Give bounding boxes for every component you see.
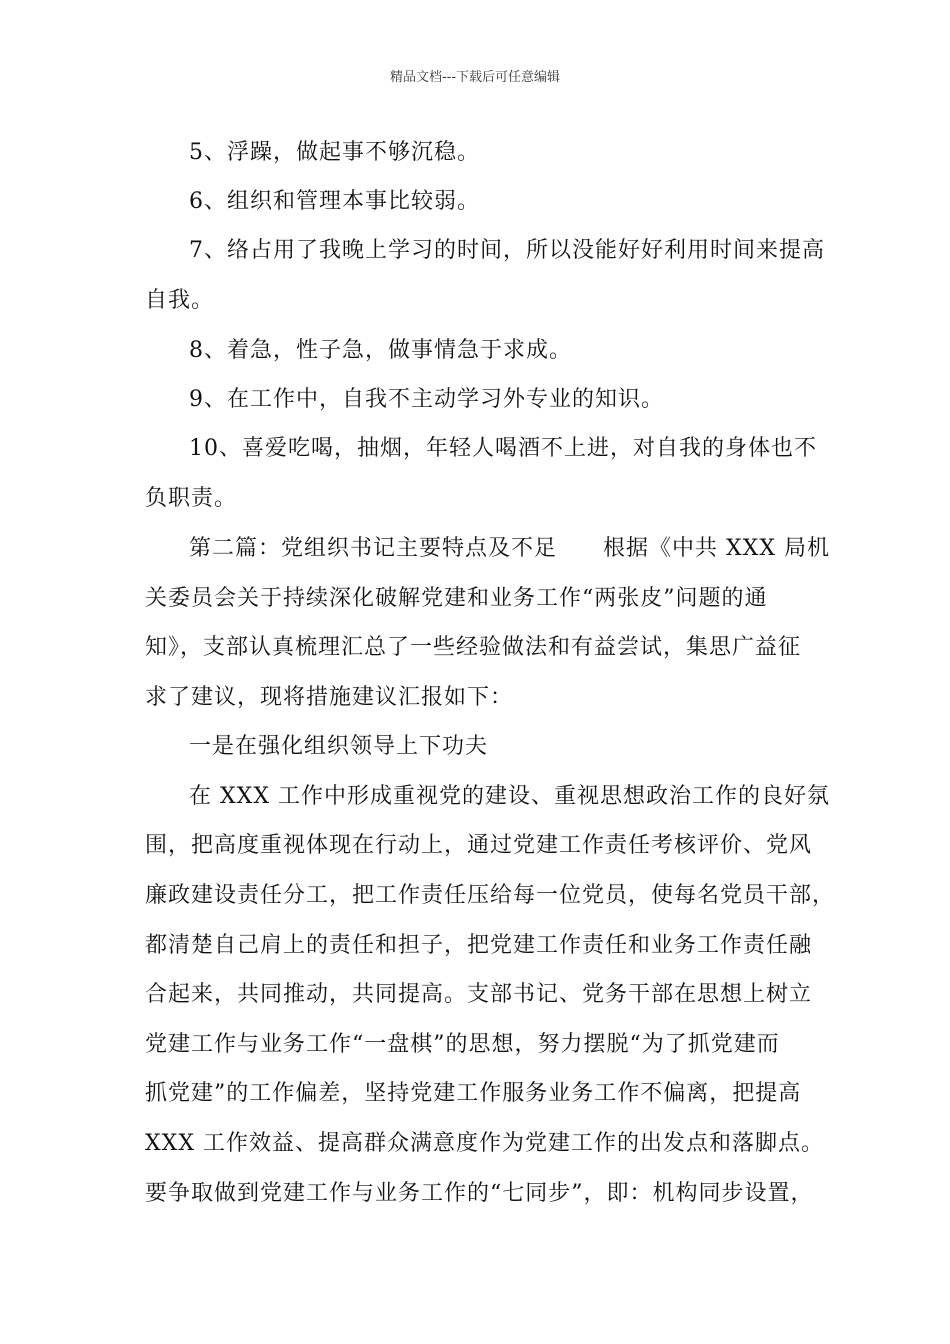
text-line: 求了建议，现将措施建议汇报如下： [145,685,514,710]
text-line: 要争取做到党建工作与业务工作的“七同步”，即：机构同步设置， [145,1181,814,1206]
text-line: XXX 工作效益、提高群众满意度作为党建工作的出发点和落脚点。 [145,1131,824,1156]
text-line: 都清楚自己肩上的责任和担子，把党建工作责任和业务工作责任融 [145,933,813,958]
text-line: 6、组织和管理本事比较弱。 [189,189,480,214]
text-line: 围，把高度重视体现在行动上，通过党建工作责任考核评价、党风 [145,833,813,858]
text-line: 合起来，共同推动，共同提高。支部书记、党务干部在思想上树立 [145,982,813,1007]
text-line: 在 XXX 工作中形成重视党的建设、重视思想政治工作的良好氛 [189,784,830,809]
text-line: 廉政建设责任分工，把工作责任压给每一位党员，使每名党员干部， [145,883,836,908]
text-line: 关委员会关于持续深化破解党建和业务工作“两张皮”问题的通 [145,586,768,611]
text-line: 第二篇：党组织书记主要特点及不足 根据《中共 XXX 局机 [189,536,830,561]
text-line: 抓党建”的工作偏差，坚持党建工作服务业务工作不偏离，把提高 [145,1081,802,1106]
text-line: 7、络占用了我晚上学习的时间，所以没能好好利用时间来提高 [189,238,825,263]
text-line: 自我。 [145,288,215,313]
section-heading: 一是在强化组织领导上下功夫 [189,734,489,759]
page-header: 精品文档---下载后可任意编辑 [389,70,561,85]
text-line: 9、在工作中，自我不主动学习外专业的知识。 [189,387,664,412]
text-line: 8、着急，性子急，做事情急于求成。 [189,338,572,363]
text-line: 10、喜爱吃喝，抽烟，年轻人喝酒不上进，对自我的身体也不 [189,436,817,461]
text-line: 知》，支部认真梳理汇总了一些经验做法和有益尝试，集思广益征 [145,635,802,660]
text-line: 5、浮躁，做起事不够沉稳。 [189,140,480,165]
text-line: 负职责。 [145,486,238,511]
text-line: 党建工作与业务工作“一盘棋”的思想，努力摆脱“为了抓党建而 [145,1032,780,1057]
